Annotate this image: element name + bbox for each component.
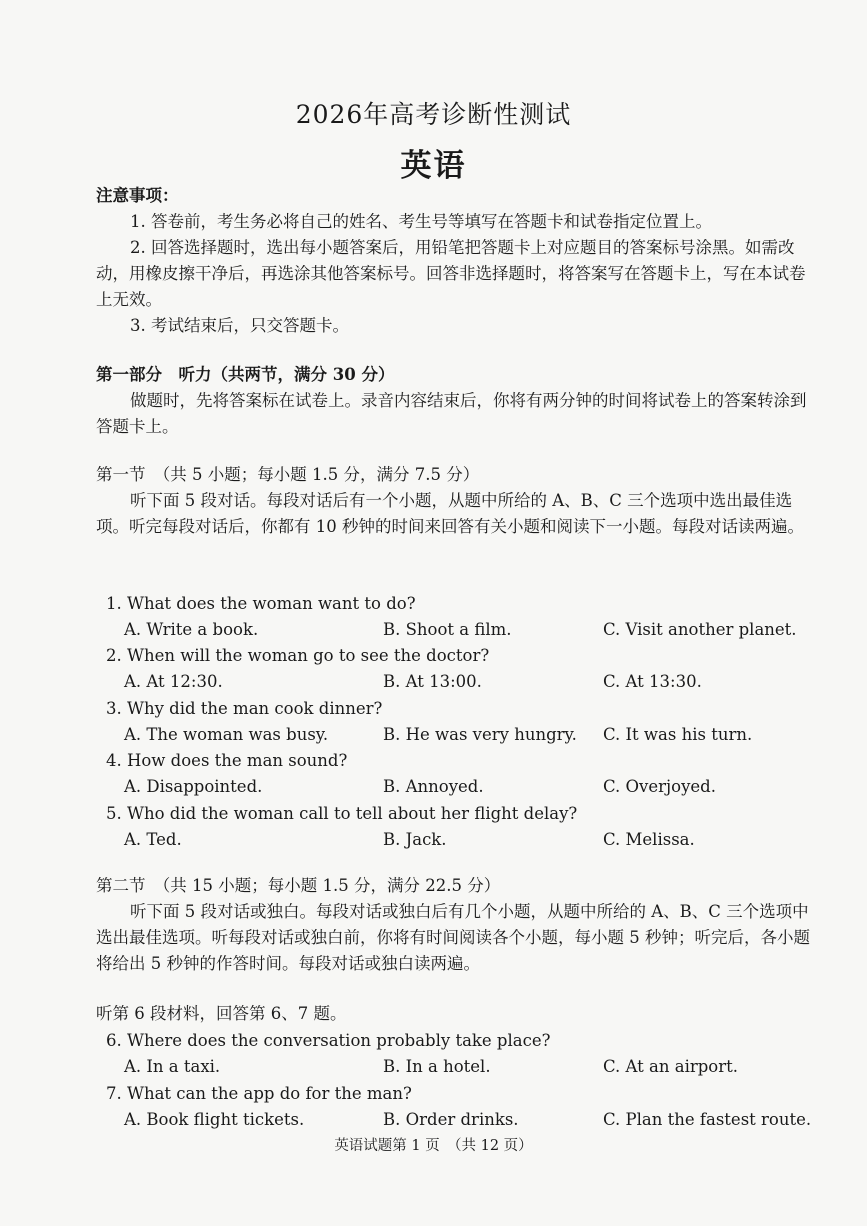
question-5-option-b: B. Jack. (383, 830, 447, 849)
section1-heading: 第一节 （共 5 小题；每小题 1.5 分，满分 7.5 分） (96, 465, 480, 484)
question-1-option-b: B. Shoot a film. (383, 620, 512, 639)
subject-title: 英语 (400, 148, 467, 184)
question-3-option-a: A. The woman was busy. (124, 725, 329, 744)
question-2-option-b: B. At 13:00. (383, 672, 482, 691)
question-5-option-a: A. Ted. (124, 830, 182, 849)
question-1-option-c: C. Visit another planet. (603, 620, 797, 639)
notice-item-1: 1. 答卷前，考生务必将自己的姓名、考生号等填写在答题卡和试卷指定位置上。 (130, 212, 712, 231)
question-3-option-b: B. He was very hungry. (383, 725, 577, 744)
question-5: 5. Who did the woman call to tell about her flight delay? (106, 804, 578, 823)
question-6: 6. Where does the conversation probably take place? (106, 1031, 551, 1050)
question-1-option-a: A. Write a book. (124, 620, 259, 639)
question-7: 7. What can the app do for the man? (106, 1084, 412, 1103)
question-4-option-a: A. Disappointed. (124, 777, 263, 796)
question-1: 1. What does the woman want to do? (106, 594, 416, 613)
page-footer: 英语试题第 1 页 （共 12 页） (334, 1138, 533, 1154)
question-4-option-c: C. Overjoyed. (603, 777, 716, 796)
section1 (96, 462, 812, 540)
question-6-option-c: C. At an airport. (603, 1057, 738, 1076)
section2-instructions: 听下面 5 段对话或独白。每段对话或独白后有几个小题，从题中所给的 A、B、C 三个选项中选出最佳选项。听每段对话或独白前，你将有时间阅读各个小题，每小题 5 秒钟；听完后，各小题将给出 5 秒钟的作答时间。每段对话或独白读两遍。 (96, 902, 810, 973)
question-7-option-c: C. Plan the fastest route. (603, 1110, 812, 1129)
question-4-option-b: B. Annoyed. (383, 777, 484, 796)
question-6-option-a: A. In a taxi. (124, 1057, 221, 1076)
question-2-option-a: A. At 12:30. (124, 672, 223, 691)
question-7-option-b: B. Order drinks. (383, 1110, 519, 1129)
question-6-option-b: B. In a hotel. (383, 1057, 491, 1076)
notice-item-2: 2. 回答选择题时，选出每小题答案后，用铅笔把答题卡上对应题目的答案标号涂黑。如需改动，用橡皮擦干净后，再选涂其他答案标号。回答非选择题时，将答案写在答题卡上，写在本试卷上无效。 (96, 238, 806, 309)
notice-heading: 注意事项： (96, 186, 179, 205)
material-6-label: 听第 6 段材料，回答第 6、7 题。 (96, 1004, 347, 1023)
part1-section (96, 362, 812, 440)
question-2: 2. When will the woman go to see the doctor? (106, 646, 490, 665)
exam-title: 2026年高考诊断性测试 (295, 100, 572, 129)
question-3-option-c: C. It was his turn. (603, 725, 753, 744)
notice-section (96, 183, 812, 339)
question-3: 3. Why did the man cook dinner? (106, 699, 383, 718)
part1-heading: 第一部分 听力（共两节，满分 30 分） (96, 365, 395, 384)
section2 (96, 873, 812, 977)
section2-heading: 第二节 （共 15 小题；每小题 1.5 分，满分 22.5 分） (96, 876, 501, 895)
question-5-option-c: C. Melissa. (603, 830, 695, 849)
notice-item-3: 3. 考试结束后，只交答题卡。 (130, 316, 349, 335)
section1-instructions: 听下面 5 段对话。每段对话后有一个小题，从题中所给的 A、B、C 三个选项中选出最佳选项。听完每段对话后，你都有 10 秒钟的时间来回答有关小题和阅读下一小题。每段对话读两遍。 (96, 491, 804, 536)
part1-instructions: 做题时，先将答案标在试卷上。录音内容结束后，你将有两分钟的时间将试卷上的答案转涂到答题卡上。 (96, 391, 807, 436)
question-4: 4. How does the man sound? (106, 751, 348, 770)
question-2-option-c: C. At 13:30. (603, 672, 702, 691)
question-7-option-a: A. Book flight tickets. (124, 1110, 305, 1129)
